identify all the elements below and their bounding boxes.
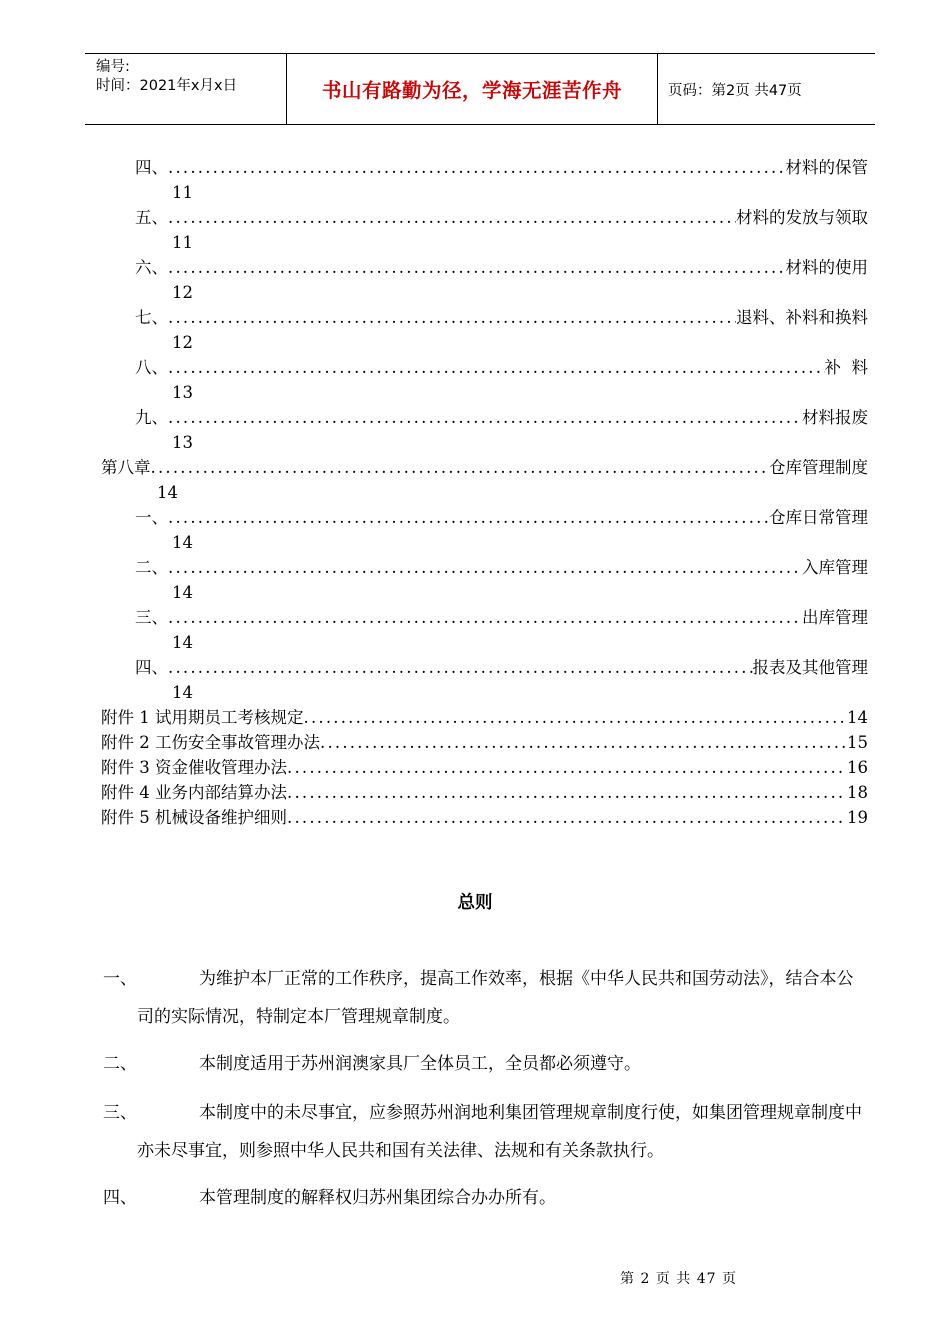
toc-leader [168,206,736,230]
toc-label: 一、 [135,508,168,527]
number-label: 编号: [96,59,130,75]
toc-page-number: 14 [172,533,193,552]
toc-label: 四、 [135,158,168,177]
toc-label: 八、 [135,358,168,377]
header-meta [85,54,286,124]
toc-page-number: 14 [157,483,178,502]
toc-entry[interactable] [135,506,868,530]
toc-leader [287,781,847,805]
clause-paragraph [103,1179,863,1217]
toc-page-number: 11 [172,233,193,252]
toc-entry[interactable] [135,406,868,430]
clause-paragraph [103,960,863,1036]
toc-label: 三、 [135,608,168,627]
toc-appendix-label: 附件 2 工伤安全事故管理办法 [101,733,320,752]
toc-leader [168,656,753,680]
toc-appendix-entry[interactable] [101,781,868,805]
clause-number: 二、 [103,1054,137,1074]
header-page-info: 页码：第2页 共47页 [668,82,802,99]
page-header [85,53,875,125]
toc-leader [168,506,769,530]
toc-title: 报表及其他管理 [752,658,868,677]
toc-appendix-entry[interactable] [101,806,868,830]
toc-title: 仓库日常管理 [769,508,868,527]
toc-label: 六、 [135,258,168,277]
toc-title: 材料的发放与领取 [736,208,868,227]
toc-label: 二、 [135,558,168,577]
toc-chapter-entry[interactable] [101,456,868,480]
section-title: 总则 [457,893,493,913]
toc-appendix-page: 18 [847,783,868,802]
toc-title: 材料的保管 [785,158,868,177]
toc-leader [320,731,847,755]
toc-entry[interactable] [135,306,868,330]
toc-leader [287,756,847,780]
toc-appendix-entry[interactable] [101,731,868,755]
toc-appendix-label: 附件 5 机械设备维护细则 [101,808,287,827]
toc-label: 九、 [135,408,168,427]
time-label: 时间：2021年x月x日 [96,78,238,94]
toc-entry[interactable] [135,256,868,280]
toc-title: 补 料 [824,358,868,377]
toc-entry[interactable] [135,606,868,630]
toc-page-number: 14 [172,633,193,652]
clause-number: 一、 [103,969,137,989]
toc-leader [168,406,802,430]
clause-number: 三、 [103,1103,137,1123]
toc-title: 出库管理 [802,608,868,627]
clause-paragraph [103,1045,863,1083]
toc-leader [168,556,802,580]
toc-label: 七、 [135,308,168,327]
clause-text: 本制度适用于苏州润澳家具厂全体员工，全员都必须遵守。 [199,1054,641,1074]
toc-page-number: 13 [172,433,193,452]
toc-title: 退料、补料和换料 [736,308,868,327]
toc-leader [168,156,786,180]
clause-text: 本管理制度的解释权归苏州集团综合办办所有。 [199,1188,556,1208]
toc-title: 材料的使用 [785,258,868,277]
toc-leader [168,306,736,330]
toc-leader [168,606,802,630]
toc-appendix-page: 16 [847,758,868,777]
clause-text: 为维护本厂正常的工作秩序，提高工作效率，根据《中华人民共和国劳动法》，结合本公司的实际情况，特制定本厂管理规章制度。 [137,969,854,1027]
clause-paragraph [103,1094,863,1170]
toc-leader [168,356,825,380]
toc-appendix-label: 附件 3 资金催收管理办法 [101,758,287,777]
toc-appendix-page: 15 [847,733,868,752]
toc-entry[interactable] [135,356,868,380]
toc-entry[interactable] [135,656,868,680]
toc-entry[interactable] [135,156,868,180]
toc-title: 仓库管理制度 [769,458,868,477]
toc-title: 材料报废 [802,408,868,427]
clause-number: 四、 [103,1188,137,1208]
clause-text: 本制度中的未尽事宜，应参照苏州润地利集团管理规章制度行使，如集团管理规章制度中亦未尽事宜，则参照中华人民共和国有关法律、法规和有关条款执行。 [137,1103,862,1161]
toc-page-number: 11 [172,183,193,202]
toc-leader [287,806,847,830]
toc-leader [151,456,770,480]
toc-title: 入库管理 [802,558,868,577]
toc-label: 第八章 [101,458,151,477]
header-motto: 书山有路勤为径，学海无涯苦作舟 [286,54,658,124]
toc-page-number: 14 [172,683,193,702]
toc-entry[interactable] [135,556,868,580]
toc-page-number: 12 [172,333,193,352]
toc-appendix-entry[interactable] [101,706,868,730]
toc-leader [304,706,848,730]
toc-page-number: 13 [172,383,193,402]
toc-page-number: 12 [172,283,193,302]
toc-appendix-label: 附件 4 业务内部结算办法 [101,783,287,802]
toc-label: 四、 [135,658,168,677]
toc-appendix-page: 14 [847,708,868,727]
toc-leader [168,256,786,280]
toc-page-number: 14 [172,583,193,602]
page-footer: 第 2 页 共 47 页 [620,1271,737,1287]
toc-appendix-label: 附件 1 试用期员工考核规定 [101,708,304,727]
toc-appendix-page: 19 [847,808,868,827]
toc-entry[interactable] [135,206,868,230]
toc-appendix-entry[interactable] [101,756,868,780]
toc-label: 五、 [135,208,168,227]
